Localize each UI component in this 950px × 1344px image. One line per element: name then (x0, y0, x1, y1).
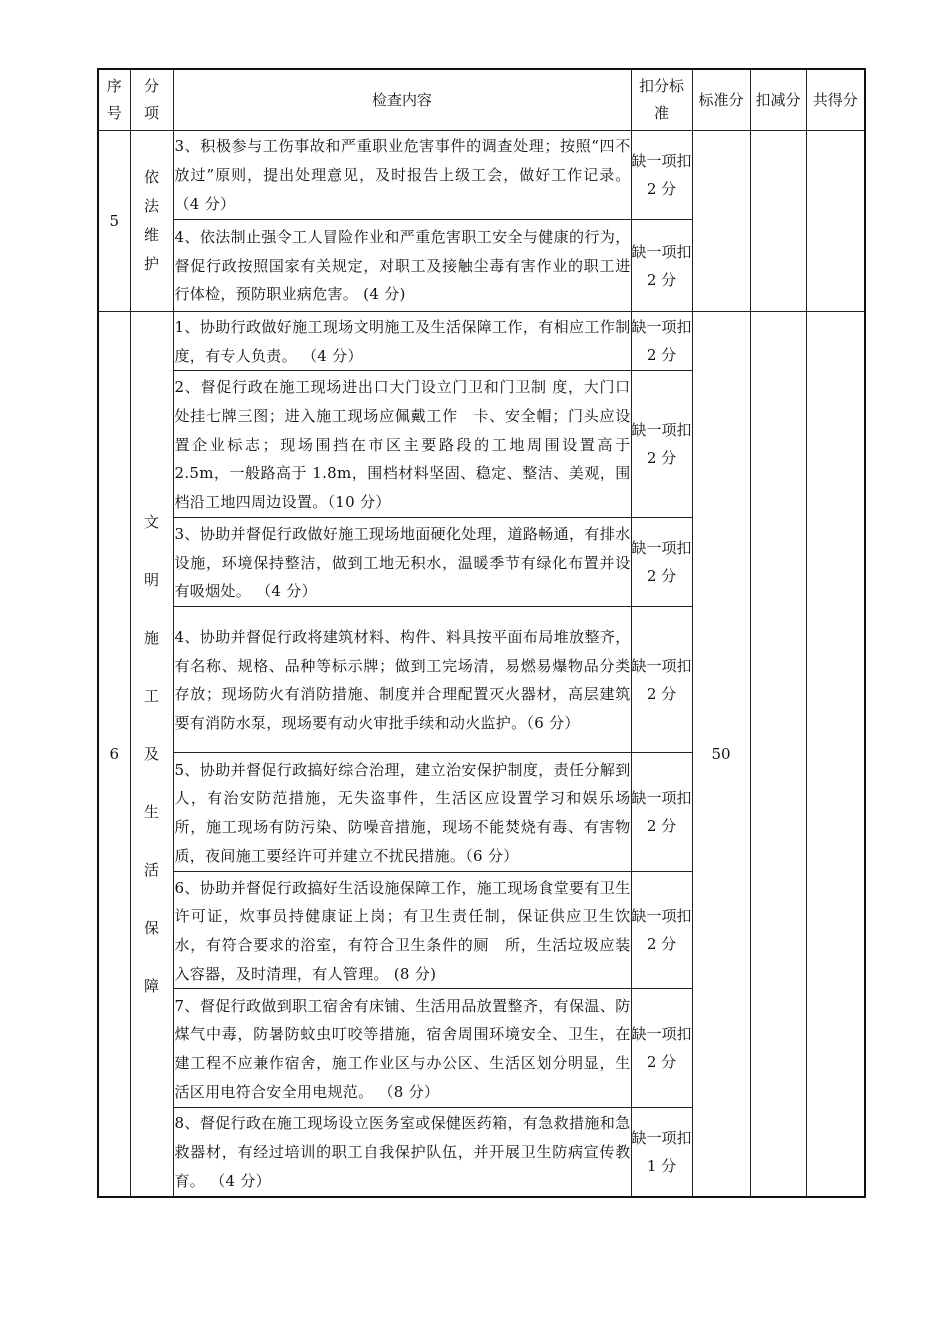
s6-item-2: 2、督促行政在施工现场进出口大门设立门卫和门卫制 度，大门口处挂七牌三图；进入施工现场应佩戴工作 卡、安全帽；门头应设置企业标志；现场围挡在市区主要路段的工地周围设置高于 2.5m，一般路高于 1.8m，围档材料坚固、稳定、整洁、美观，围档沿工地四周边设置。（10 分） (173, 371, 631, 518)
s6-standard-score: 50 (692, 312, 750, 1197)
s5-category (130, 131, 173, 312)
s5-cat-char: 法 (143, 197, 159, 215)
s6-item-4: 4、协助并督促行政将建筑材料、构件、料具按平面布局堆放整齐，有名称、规格、品种等标示牌；做到工完场清，易燃易爆物品分类存放；现场防火有消防措施、制度并合理配置灭火器材，高层建筑要有消防水泵，现场要有动火审批手续和动火监护。（6 分） (173, 607, 631, 753)
s6-cat-char: 明 (143, 570, 159, 589)
s6-item-3-deduct: 缺一项扣 2 分 (631, 518, 692, 607)
header-deducted: 扣减分 (750, 69, 806, 131)
s6-row-1 (98, 312, 865, 371)
header-total: 共得分 (806, 69, 865, 131)
header-row (98, 69, 865, 131)
s6-total (806, 312, 865, 1197)
s5-item-4: 4、依法制止强令工人冒险作业和严重危害职工安全与健康的行为，督促行政按照国家有关规定，对职工及接触尘毒有害作业的职工进行体检，预防职业病危害。 (4 分) (173, 220, 631, 312)
s6-cat-char: 工 (143, 686, 159, 705)
s6-seq: 6 (98, 312, 130, 1197)
s5-cat-char: 维 (143, 226, 159, 244)
s6-item-5-deduct: 缺一项扣 2 分 (631, 753, 692, 872)
s6-item-1-deduct: 缺一项扣 2 分 (631, 312, 692, 371)
s6-item-8-deduct: 缺一项扣 1 分 (631, 1108, 692, 1197)
s6-cat-char: 保 (143, 918, 159, 937)
s5-cat-char: 依 (143, 168, 159, 186)
inspection-table (97, 68, 866, 1198)
s6-category (130, 312, 173, 1197)
s6-cat-char: 及 (143, 744, 159, 763)
s5-item-3-deduct: 缺一项扣 2 分 (631, 131, 692, 220)
s6-item-2-deduct: 缺一项扣 2 分 (631, 371, 692, 518)
s6-item-6: 6、协助并督促行政搞好生活设施保障工作，施工现场食堂要有卫生许可证，炊事员持健康证上岗；有卫生责任制，保证供应卫生饮水，有符合要求的浴室，有符合卫生条件的厕 所，生活垃圾应装入容器，及时清理，有人管理。 (8 分) (173, 872, 631, 989)
header-category: 分项 (130, 69, 173, 131)
s5-item-3: 3、积极参与工伤事故和严重职业危害事件的调查处理；按照“四不放过”原则，提出处理意见，及时报告上级工会，做好工作记录。 （4 分） (173, 131, 631, 220)
s5-seq: 5 (98, 131, 130, 312)
s5-deducted (750, 131, 806, 312)
s5-item-4-deduct: 缺一项扣 2 分 (631, 220, 692, 312)
s5-cat-char: 护 (143, 255, 159, 273)
s6-cat-char: 障 (143, 976, 159, 995)
s6-cat-char: 施 (143, 628, 159, 647)
s6-item-1: 1、协助行政做好施工现场文明施工及生活保障工作，有相应工作制度，有专人负责。 （4 分） (173, 312, 631, 371)
s5-standard-score (692, 131, 750, 312)
s6-item-4-deduct: 缺一项扣 2 分 (631, 607, 692, 753)
s6-cat-char: 生 (143, 802, 159, 821)
s5-row-1 (98, 131, 865, 220)
s6-item-6-deduct: 缺一项扣 2 分 (631, 872, 692, 989)
header-seq: 序号 (98, 69, 130, 131)
s5-total (806, 131, 865, 312)
header-standard-score: 标准分 (692, 69, 750, 131)
s6-item-3: 3、协助并督促行政做好施工现场地面硬化处理，道路畅通，有排水设施，环境保持整洁，做到工地无积水，温暖季节有绿化布置并设有吸烟处。 （4 分） (173, 518, 631, 607)
s6-item-8: 8、督促行政在施工现场设立医务室或保健医药箱，有急救措施和急救器材，有经过培训的职工自我保护队伍，并开展卫生防病宣传教育。 （4 分） (173, 1108, 631, 1197)
s6-item-5: 5、协助并督促行政搞好综合治理，建立治安保护制度，责任分解到人，有治安防范措施，无失盗事件，生活区应设置学习和娱乐场所，施工现场有防污染、防噪音措施，现场不能焚烧有毒、有害物质，夜间施工要经许可并建立不扰民措施。（6 分） (173, 753, 631, 872)
s6-cat-char: 活 (143, 860, 159, 879)
header-deduct-standard: 扣分标准 (631, 69, 692, 131)
s6-item-7-deduct: 缺一项扣 2 分 (631, 989, 692, 1108)
s6-deducted (750, 312, 806, 1197)
s6-item-7: 7、督促行政做到职工宿舍有床铺、生活用品放置整齐，有保温、防煤气中毒，防暑防蚊虫叮咬等措施，宿舍周围环境安全、卫生，在建工程不应兼作宿舍，施工作业区与办公区、生活区划分明显，生活区用电符合安全用电规范。 （8 分） (173, 989, 631, 1108)
header-content: 检查内容 (173, 69, 631, 131)
s6-cat-char: 文 (143, 512, 159, 531)
